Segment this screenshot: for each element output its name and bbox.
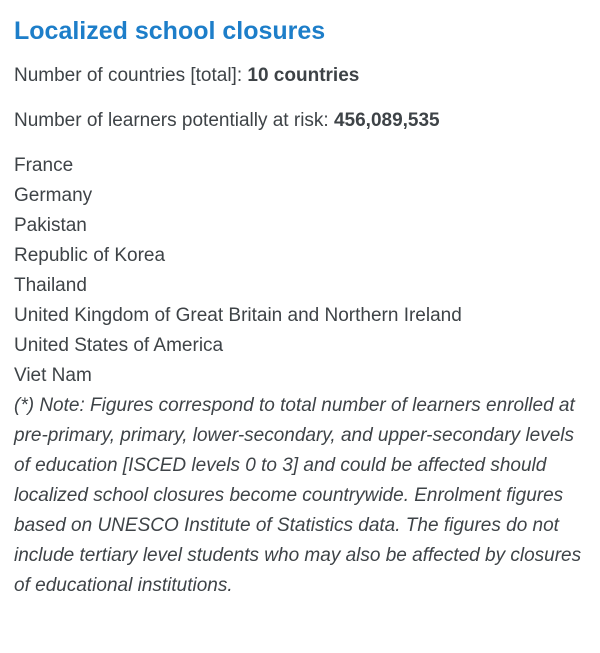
country-list-and-note — [14, 151, 586, 601]
country-list-item: United Kingdom of Great Britain and Northern Ireland — [14, 305, 462, 326]
country-list-item: Republic of Korea — [14, 245, 166, 266]
country-list-item: Pakistan — [14, 215, 87, 236]
countries-total-stat — [14, 61, 586, 91]
country-list-item: Thailand — [14, 275, 87, 296]
country-list-item: United States of America — [14, 335, 224, 356]
countries-total-value: 10 countries — [247, 65, 360, 86]
learners-at-risk-label: Number of learners potentially at risk: — [14, 110, 334, 131]
country-list — [14, 151, 586, 391]
country-list-item: Germany — [14, 185, 93, 206]
learners-at-risk-stat — [14, 106, 586, 136]
country-list-item: France — [14, 155, 74, 176]
countries-total-label: Number of countries [total]: — [14, 65, 248, 86]
country-list-item: Viet Nam — [14, 365, 92, 386]
learners-at-risk-value: 456,089,535 — [333, 110, 440, 131]
footnote-text: (*) Note: Figures correspond to total number of learners enrolled at pre-primary, primary, lower-secondary, and upper-secondary levels of education [ISCED levels 0 to 3] and could be affected should localized school closures become countrywide. Enrolment figures based on UNESCO Institute of Statistics data. The figures do not include tertiary level students who may also be affected by closures of educational institutions. — [14, 395, 582, 596]
section-title: Localized school closures — [14, 17, 326, 45]
